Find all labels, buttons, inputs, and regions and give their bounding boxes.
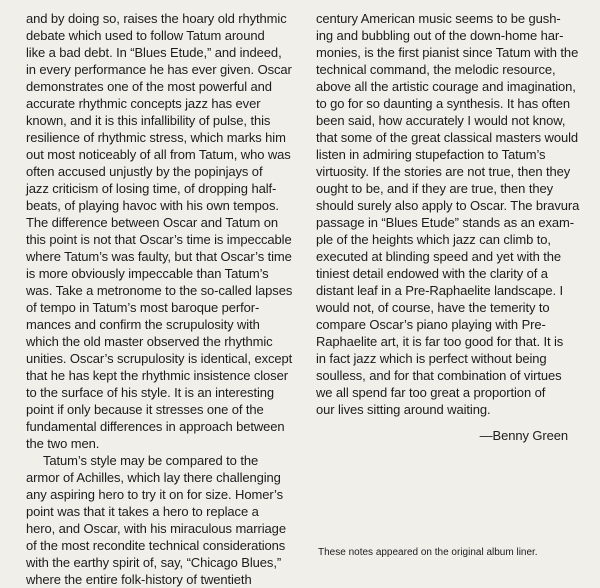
- text-line: hero, and Oscar, with his miraculous marriage: [26, 521, 286, 536]
- text-line: ought to be, and if they are true, then they: [316, 181, 553, 196]
- liner-footnote: These notes appeared on the original album liner.: [318, 547, 538, 558]
- text-line: debate which used to follow Tatum around: [26, 28, 265, 43]
- text-line: soulless, and for that combination of virtues: [316, 368, 562, 383]
- author-signature: —Benny Green: [479, 428, 568, 443]
- text-line: where the entire folk-history of twentieth: [26, 572, 252, 587]
- text-line: to go for so daunting a synthesis. It has often: [316, 96, 571, 111]
- text-line: of the most recondite technical considerations: [26, 538, 286, 553]
- text-line: is more obviously impeccable than Tatum’s: [26, 266, 269, 281]
- text-line: monies, is the first pianist since Tatum with the: [316, 45, 579, 60]
- text-line: in fact jazz which is perfect without being: [316, 351, 547, 366]
- right-text-column: [316, 10, 586, 444]
- text-line: point if only because it stresses one of the: [26, 402, 264, 417]
- text-line: armor of Achilles, which lay there challenging: [26, 470, 281, 485]
- paragraph-start-line: Tatum’s style may be compared to the: [43, 453, 259, 468]
- text-line: mances and confirm the scrupulosity with: [26, 317, 260, 332]
- text-line: this point is not that Oscar’s time is impeccable: [26, 232, 292, 247]
- text-line: like a bad debt. In “Blues Etude,” and indeed,: [26, 45, 282, 60]
- text-line: passage in “Blues Etude” stands as an exam-: [316, 215, 575, 230]
- text-line: fundamental differences in approach between: [26, 419, 285, 434]
- text-line: ple of the heights which jazz can climb to,: [316, 232, 551, 247]
- text-line: demonstrates one of the most powerful and: [26, 79, 272, 94]
- text-line: out most noticeably of all from Tatum, who was: [26, 147, 291, 162]
- text-line: accurate rhythmic concepts jazz has ever: [26, 96, 261, 111]
- text-line: technical command, the melodic resource,: [316, 62, 556, 77]
- text-line: jazz criticism of losing time, of dropping half-: [26, 181, 277, 196]
- text-line: with the earthy spirit of, say, “Chicago Blues,”: [26, 555, 282, 570]
- text-line: should surely also apply to Oscar. The bravura: [316, 198, 580, 213]
- text-line: where Tatum’s was faulty, but that Oscar’s time: [26, 249, 292, 264]
- text-line: of tempo in Tatum’s most baroque perfor-: [26, 300, 260, 315]
- text-line: and by doing so, raises the hoary old rhythmic: [26, 11, 287, 26]
- text-line: executed at blinding speed and yet with the: [316, 249, 562, 264]
- text-line: point was that it takes a hero to replace a: [26, 504, 259, 519]
- text-line: virtuosity. If the stories are not true, then they: [316, 164, 571, 179]
- text-line: distant leaf in a Pre-Raphaelite landscape. I: [316, 283, 563, 298]
- text-line: we all spend far too great a proportion of: [316, 385, 546, 400]
- text-line: the two men.: [26, 436, 100, 451]
- text-line: known, and it is this infallibility of pulse, this: [26, 113, 271, 128]
- text-line: in every performance he has ever given. Oscar: [26, 62, 292, 77]
- text-line: that some of the great classical masters would: [316, 130, 579, 145]
- text-line: that he has kept the rhythmic insistence closer: [26, 368, 288, 383]
- text-line: beats, of playing havoc with his own tempos.: [26, 198, 279, 213]
- text-line: been said, how accurately I would not know,: [316, 113, 566, 128]
- text-line: our lives sitting around waiting.: [316, 402, 491, 417]
- text-line: listen in admiring stupefaction to Tatum’s: [316, 147, 546, 162]
- text-line: resilience of rhythmic stress, which marks him: [26, 130, 286, 145]
- text-line: Raphaelite art, it is far too good for that. It is: [316, 334, 564, 349]
- text-line: The difference between Oscar and Tatum on: [26, 215, 278, 230]
- text-line: ing and bubbling out of the down-home har-: [316, 28, 564, 43]
- text-line: above all the artistic courage and imagination,: [316, 79, 576, 94]
- left-text-column: [26, 10, 298, 588]
- text-line: to the surface of his style. It is an interesting: [26, 385, 275, 400]
- text-line: was. Take a metronome to the so-called lapses: [26, 283, 293, 298]
- text-line: which the old master observed the rhythmic: [26, 334, 273, 349]
- text-line: unities. Oscar’s scrupulosity is identical, except: [26, 351, 293, 366]
- text-line: tiniest detail endowed with the clarity of a: [316, 266, 548, 281]
- text-line: century American music seems to be gush-: [316, 11, 561, 26]
- text-line: would not, of course, have the temerity to: [316, 300, 550, 315]
- text-line: any aspiring hero to try it on for size. Homer’s: [26, 487, 283, 502]
- text-line: often accused unjustly by the popinjays of: [26, 164, 263, 179]
- text-line: compare Oscar’s piano playing with Pre-: [316, 317, 546, 332]
